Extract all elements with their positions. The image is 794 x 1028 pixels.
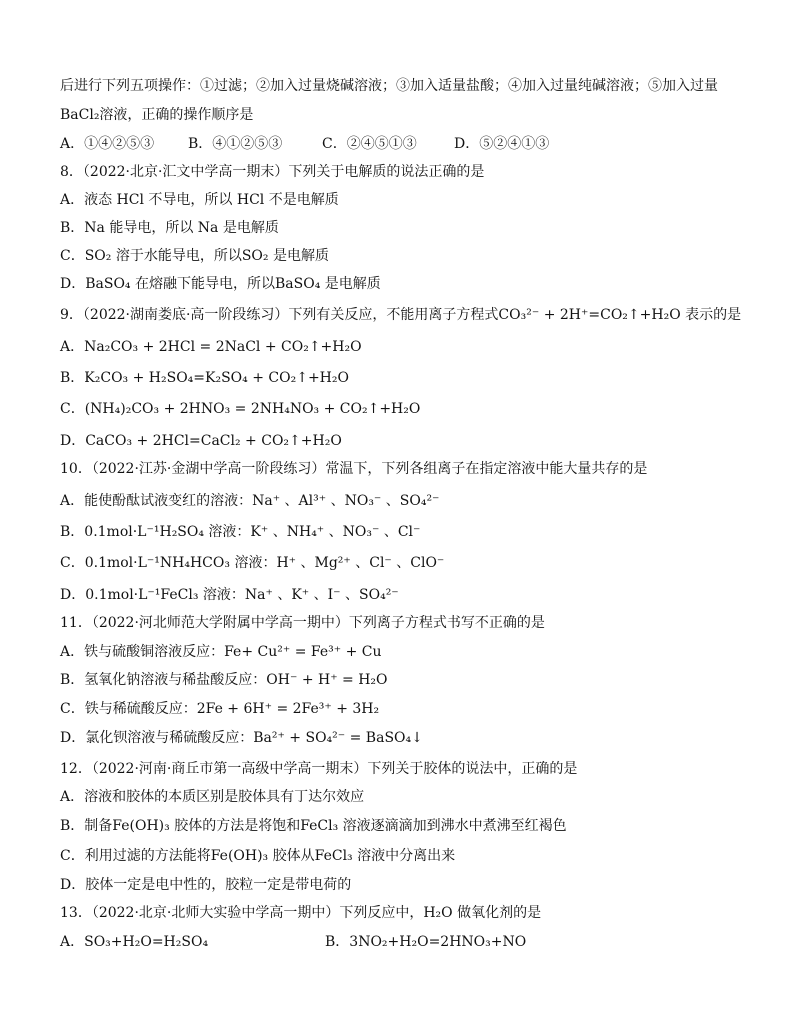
q11-option-d: D．氯化钡溶液与稀硫酸反应：Ba²⁺ + SO₄²⁻ = BaSO₄↓ [60, 730, 423, 746]
q12-option-b: B．制备Fe(OH)₃ 胶体的方法是将饱和FeCl₃ 溶液逐滴滴加到沸水中煮沸至红褐色 [60, 818, 567, 834]
q8-option-c: C．SO₂ 溶于水能导电，所以SO₂ 是电解质 [60, 248, 329, 264]
q12-option-d: D．胶体一定是电中性的，胶粒一定是带电荷的 [60, 877, 352, 893]
q7-option-a: A．①④②⑤③ [60, 136, 155, 152]
q12-option-a: A．溶液和胶体的本质区别是胶体具有丁达尔效应 [60, 789, 365, 805]
question-9: 9．（2022·湖南娄底·高一阶段练习）下列有关反应，不能用离子方程式CO₃²⁻ + 2H⁺=CO₂↑+H₂O 表示的是 [60, 307, 742, 323]
q7-option-d: D．⑤②④①③ [454, 136, 550, 152]
q9-option-b: B．K₂CO₃ + H₂SO₄=K₂SO₄ + CO₂↑+H₂O [60, 370, 349, 386]
q7-option-c: C．②④⑤①③ [322, 136, 417, 152]
q7-option-b: B．④①②⑤③ [188, 136, 283, 152]
q8-option-a: A．液态 HCl 不导电，所以 HCl 不是电解质 [60, 192, 339, 208]
text-line: 后进行下列五项操作：①过滤；②加入过量烧碱溶液；③加入适量盐酸；④加入过量纯碱溶液；⑤加入过量 [60, 78, 718, 94]
question-13: 13．（2022·北京·北师大实验中学高一期中）下列反应中，H₂O 做氧化剂的是 [60, 905, 542, 921]
q11-option-a: A．铁与硫酸铜溶液反应：Fe+ Cu²⁺ = Fe³⁺ + Cu [60, 644, 382, 660]
question-8: 8．（2022·北京·汇文中学高一期末）下列关于电解质的说法正确的是 [60, 164, 485, 180]
q10-option-c: C．0.1mol·L⁻¹NH₄HCO₃ 溶液：H⁺ 、Mg²⁺ 、Cl⁻ 、ClO⁻ [60, 555, 445, 571]
q13-options [60, 932, 760, 952]
q13-option-a: A．SO₃+H₂O=H₂SO₄ [60, 934, 209, 950]
q9-option-c: C．(NH₄)₂CO₃ + 2HNO₃ = 2NH₄NO₃ + CO₂↑+H₂O [60, 401, 421, 417]
question-11: 11．（2022·河北师范大学附属中学高一期中）下列离子方程式书写不正确的是 [60, 615, 545, 631]
q11-option-c: C．铁与稀硫酸反应：2Fe + 6H⁺ = 2Fe³⁺ + 3H₂ [60, 701, 380, 717]
q10-option-b: B．0.1mol·L⁻¹H₂SO₄ 溶液：K⁺ 、NH₄⁺ 、NO₃⁻ 、Cl⁻ [60, 524, 421, 540]
question-12: 12．（2022·河南·商丘市第一高级中学高一期末）下列关于胶体的说法中，正确的是 [60, 761, 578, 777]
q10-option-a: A．能使酚酞试液变红的溶液：Na⁺ 、Al³⁺ 、NO₃⁻ 、SO₄²⁻ [60, 493, 440, 509]
q8-option-b: B．Na 能导电，所以 Na 是电解质 [60, 220, 279, 236]
q13-option-b: B．3NO₂+H₂O=2HNO₃+NO [325, 934, 527, 950]
q9-option-a: A．Na₂CO₃ + 2HCl = 2NaCl + CO₂↑+H₂O [60, 339, 362, 355]
q9-option-d: D．CaCO₃ + 2HCl=CaCl₂ + CO₂↑+H₂O [60, 433, 342, 449]
text-line: BaCl₂溶液，正确的操作顺序是 [60, 107, 254, 123]
q7-options [60, 134, 549, 154]
q12-option-c: C．利用过滤的方法能将Fe(OH)₃ 胶体从FeCl₃ 溶液中分离出来 [60, 848, 456, 864]
q10-option-d: D．0.1mol·L⁻¹FeCl₃ 溶液：Na⁺ 、K⁺ 、I⁻ 、SO₄²⁻ [60, 587, 399, 603]
q8-option-d: D．BaSO₄ 在熔融下能导电，所以BaSO₄ 是电解质 [60, 276, 381, 292]
question-10: 10．（2022·江苏·金湖中学高一阶段练习）常温下，下列各组离子在指定溶液中能大量共存的是 [60, 461, 648, 477]
q11-option-b: B．氢氧化钠溶液与稀盐酸反应：OH⁻ + H⁺ = H₂O [60, 672, 388, 688]
